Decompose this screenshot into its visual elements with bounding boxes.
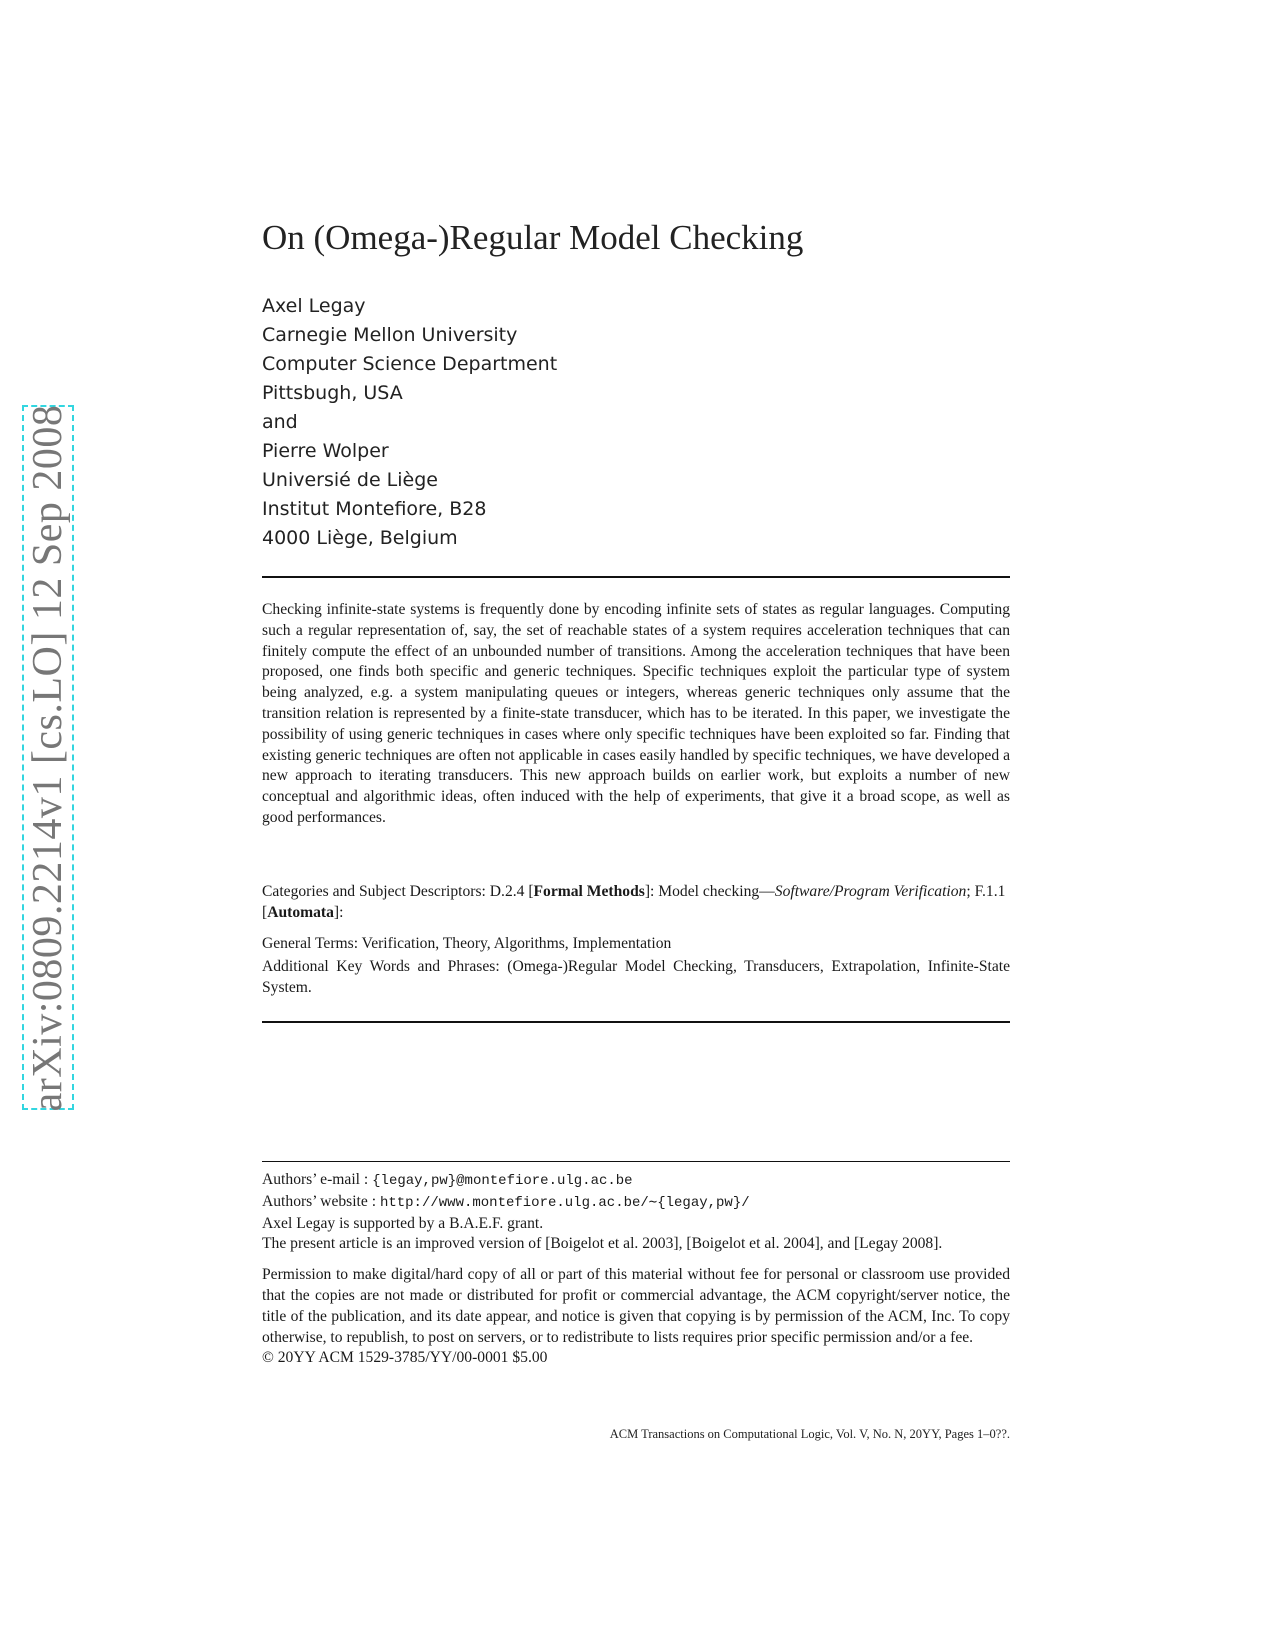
categories-descriptors (262, 882, 1032, 924)
categories-text: Categories and Subject Descriptors: D.2.4 [ (262, 883, 534, 900)
support-note: Axel Legay is supported by a B.A.E.F. grant. (262, 1214, 544, 1232)
footnote-divider (262, 1161, 1010, 1162)
categories-formal-methods: Formal Methods (533, 883, 645, 900)
running-footer: ACM Transactions on Computational Logic, Vol. V, No. N, 20YY, Pages 1–0??. (609, 1427, 1010, 1441)
categories-text: ]: (333, 903, 344, 921)
author-email: {legay,pw}@montefiore.ulg.ac.be (372, 1173, 633, 1189)
email-label: Authors’ e-mail : (262, 1171, 373, 1188)
permission-notice: Permission to make digital/hard copy of all or part of this material without fee for personal or classroom use provided that the copies are not made or distributed for profit or commercial advantage, the ACM copyright/server notice, the title of the publication, and its date appear, and notice is given that copying is by permission of the ACM, Inc. To copy otherwise, to republish, to post on servers, or to redistribute to lists requires prior specific permission and/or a fee. (262, 1266, 1010, 1346)
general-terms: General Terms: Verification, Theory, Algorithms, Implementation (262, 935, 672, 952)
author-line: Institut Montefiore, B28 (262, 498, 487, 520)
author-line: and (262, 411, 298, 433)
arxiv-stamp (22, 405, 74, 1110)
author-line: Computer Science Department (262, 353, 558, 375)
author-email-line (262, 1170, 1010, 1192)
top-divider (262, 576, 1010, 578)
categories-text: ; F.1.1 [ (262, 883, 1006, 921)
author-line: Pittsbugh, USA (262, 382, 403, 404)
author-line: Axel Legay (262, 295, 366, 317)
copyright-line: © 20YY ACM 1529-3785/YY/00-0001 $5.00 (262, 1349, 548, 1367)
website-label: Authors’ website : (262, 1192, 380, 1210)
author-line: Pierre Wolper (262, 440, 389, 462)
abstract: Checking infinite-state systems is frequently done by encoding infinite sets of states as regular languages. Computing such a regular representation of, say, the set of reachable states of a system requires acceleration techniques that can finitely compute the effect of an unbounded number of transitions. Among the acceleration techniques that have been proposed, one finds both specific and generic techniques. Specific techniques exploit the particular type of system being analyzed, e.g. a system manipulating queues or integers, whereas generic techniques only assume that the transition relation is represented by a finite-state transducer, which has to be iterated. In this paper, we investigate the possibility of using generic techniques in cases where only specific techniques have been exploited so far. Finding that existing generic techniques are often not applicable in cases easily handled by specific techniques, we have developed a new approach to iterating transducers. This new approach builds on earlier work, but exploits a number of new conceptual and algorithmic ideas, often induced with the help of experiments, that give it a broad scope, as well as good performances. (262, 601, 1010, 826)
categories-software-verification: Software/Program Verification (774, 883, 967, 900)
categories-text: ]: Model checking— (644, 883, 775, 900)
author-website: http://www.montefiore.ulg.ac.be/∼{legay,pw}/ (379, 1194, 750, 1211)
keywords: Additional Key Words and Phrases: (Omega-)Regular Model Checking, Transducers, Extrapolation, Infinite-State System. (262, 958, 1010, 996)
bottom-divider (262, 1021, 1010, 1023)
paper-title: On (Omega-)Regular Model Checking (262, 218, 804, 257)
author-line: Universié de Liège (262, 469, 438, 491)
categories-automata: Automata (267, 903, 334, 921)
author-line: Carnegie Mellon University (262, 324, 518, 346)
improved-version-note: The present article is an improved version of [Boigelot et al. 2003], [Boigelot et al. 2004], and [Legay 2008]. (262, 1235, 943, 1253)
author-block (262, 292, 557, 553)
footnotes (262, 1170, 1010, 1369)
author-website-line (262, 1192, 1010, 1214)
author-line: 4000 Liège, Belgium (262, 527, 458, 549)
arxiv-identifier: arXiv:0809.2214v1 [cs.LO] 12 Sep 2008 (25, 404, 71, 1111)
